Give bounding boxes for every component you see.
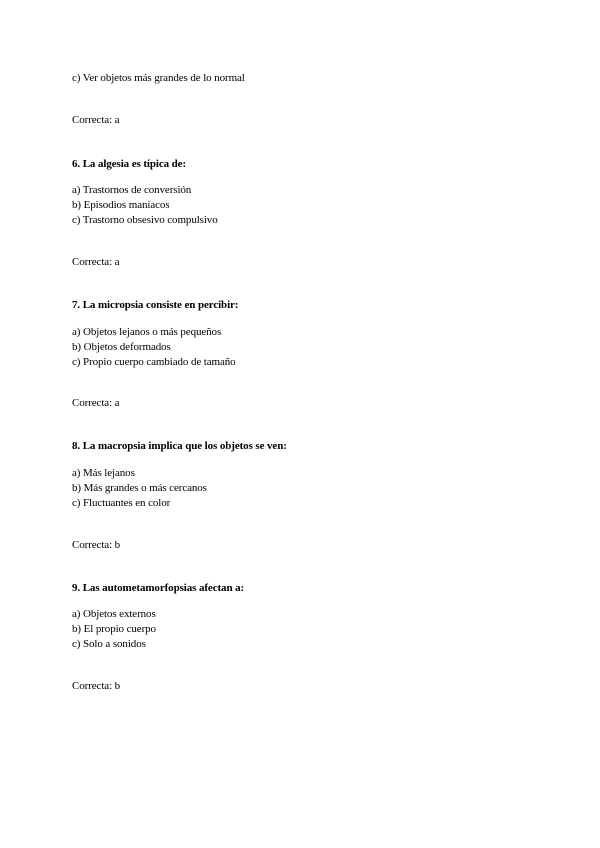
question-7-option-a: a) Objetos lejanos o más pequeños [72,326,222,338]
question-9-answer: Correcta: b [72,680,121,692]
question-6-option-a: a) Trastornos de conversión [72,184,192,196]
question-6-title: 6. La algesia es típica de: [72,158,187,170]
question-9-option-b: b) El propio cuerpo [72,623,156,635]
question-8-option-b: b) Más grandes o más cercanos [72,482,207,494]
question-7-option-b: b) Objetos deformados [72,341,171,353]
question-9-option-c: c) Solo a sonidos [72,638,146,650]
question-6-answer: Correcta: a [72,256,120,268]
question-8-answer: Correcta: b [72,539,121,551]
question-6-option-b: b) Episodios maníacos [72,199,170,211]
question-7-answer: Correcta: a [72,397,120,409]
question-9-title: 9. Las autometamorfopsias afectan a: [72,582,245,594]
question-7-option-c: c) Propio cuerpo cambiado de tamaño [72,356,236,368]
question-6-option-c: c) Trastorno obsesivo compulsivo [72,214,218,226]
question-8-option-c: c) Fluctuantes en color [72,497,171,509]
question-8-option-a: a) Más lejanos [72,467,135,479]
prev-answer: Correcta: a [72,114,120,126]
question-9-option-a: a) Objetos externos [72,608,156,620]
prev-option-c: c) Ver objetos más grandes de lo normal [72,72,245,84]
question-8-title: 8. La macropsia implica que los objetos se ven: [72,440,287,452]
question-7-title: 7. La micropsia consiste en percibir: [72,299,239,311]
